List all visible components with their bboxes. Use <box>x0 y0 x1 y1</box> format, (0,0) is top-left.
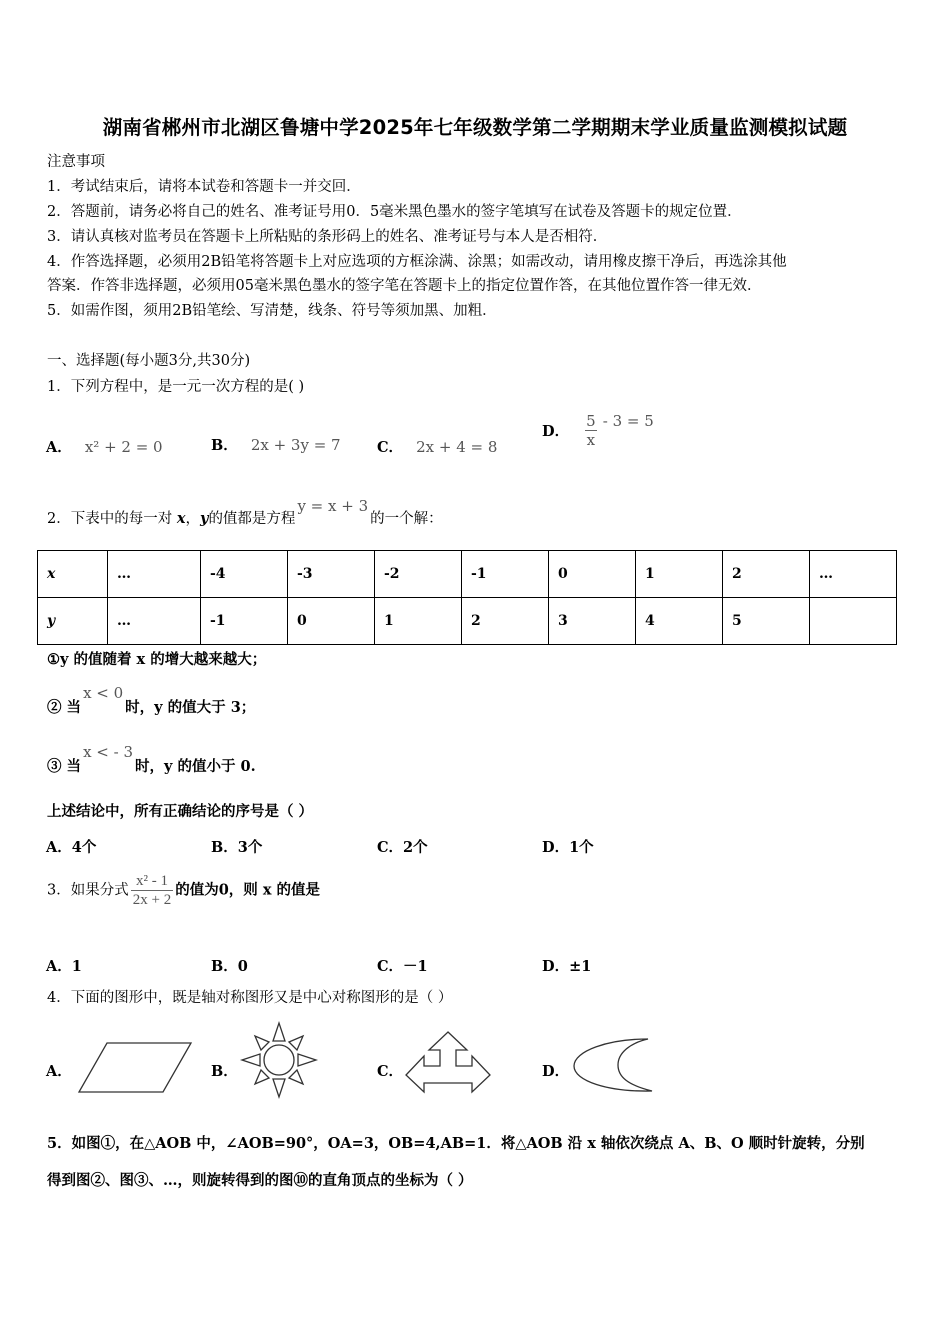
q3-option-d[interactable] <box>542 955 591 976</box>
condition-expr: x < 0 <box>83 684 124 702</box>
denominator: x <box>586 431 596 449</box>
option-label: C． <box>377 839 404 856</box>
stem-text: ， <box>185 511 200 527</box>
option-label: D． <box>542 1063 570 1080</box>
q1-option-a[interactable] <box>46 436 163 457</box>
option-label: B． <box>211 958 238 975</box>
table-cell: … <box>108 598 201 645</box>
option-label: A． <box>46 839 72 856</box>
numerator: 5 <box>586 412 596 430</box>
q4-stem: 4．下面的图形中，既是轴对称图形又是中心对称图形的是（ ） <box>47 990 453 1006</box>
table-row <box>38 598 897 645</box>
stem-text: 的值都是方程 <box>208 511 296 527</box>
page-title: 湖南省郴州市北湖区鲁塘中学2025年七年级数学第二学期期末学业质量监测模拟试题 <box>102 116 848 139</box>
section-heading: 一、选择题(每小题3分,共30分) <box>47 353 251 369</box>
math-expr: 2x + 3y = 7 <box>250 436 341 454</box>
q4-option-c[interactable] <box>377 1060 403 1081</box>
table-cell: 1 <box>636 551 723 598</box>
option-label: B． <box>211 1063 238 1080</box>
statement-marker: ① <box>47 651 60 668</box>
q4-option-d[interactable] <box>542 1060 569 1081</box>
stem-text: 3．如果分式 <box>47 882 129 899</box>
option-label: C． <box>377 1063 404 1080</box>
table-cell <box>810 598 897 645</box>
table-cell: 5 <box>723 598 810 645</box>
stem-text: 的值为0，则 x 的值是 <box>175 881 321 899</box>
q2-stem <box>47 497 443 529</box>
table-cell: 4 <box>636 598 723 645</box>
table-cell: -1 <box>201 598 288 645</box>
table-cell: … <box>810 551 897 598</box>
crescent-icon <box>568 1035 658 1095</box>
parallelogram-icon <box>75 1040 195 1095</box>
three-way-arrow-icon <box>403 1030 493 1095</box>
table-cell: -3 <box>288 551 375 598</box>
option-label: D． <box>542 839 570 856</box>
q3-option-b[interactable] <box>211 955 248 976</box>
fraction <box>584 412 598 449</box>
notice-item: 5．如需作图，须用2B铅笔绘、写清楚，线条、符号等须加黑、加粗． <box>47 303 497 319</box>
q2-option-d[interactable] <box>542 836 594 857</box>
denominator: 2x + 2 <box>132 892 172 908</box>
condition-expr: x < - 3 <box>83 743 134 761</box>
notice-heading: 注意事项 <box>47 154 105 170</box>
option-label: D． <box>542 958 570 975</box>
table-row <box>38 551 897 598</box>
statement-text: 时，y 的值大于 3； <box>125 699 256 716</box>
table-cell: 3 <box>549 598 636 645</box>
table-cell: 0 <box>288 598 375 645</box>
q1-stem: 1．下列方程中，是一元一次方程的是( ) <box>47 379 305 395</box>
statement-marker: ③ 当 <box>47 758 82 775</box>
var-y: y <box>200 510 209 527</box>
statement-marker: ② 当 <box>47 699 82 716</box>
option-text: ±1 <box>569 958 592 975</box>
statement-text: y 的值随着 x 的增大越来越大； <box>60 651 267 668</box>
var-x: x <box>176 510 186 527</box>
notice-item: 1．考试结束后，请将本试卷和答题卡一并交回． <box>47 179 361 195</box>
notice-item: 3．请认真核对监考员在答题卡上所粘贴的条形码上的姓名、准考证号与本人是否相符． <box>47 229 608 245</box>
option-text: 4个 <box>71 839 97 856</box>
notice-item: 答案．作答非选择题，必须用05毫米黑色墨水的签字笔在答题卡上的指定位置作答，在其他位置作答一律无效． <box>47 278 762 294</box>
table-cell: y <box>38 598 108 645</box>
statement-3 <box>47 743 256 777</box>
numerator: x² - 1 <box>135 873 168 889</box>
math-expr: 2x + 4 = 8 <box>416 438 498 456</box>
option-label: C． <box>377 439 404 456</box>
table-cell: 2 <box>723 551 810 598</box>
q2-option-c[interactable] <box>377 836 428 857</box>
q1-option-c[interactable] <box>377 436 497 457</box>
sun-icon <box>237 1018 321 1102</box>
math-expr: x² + 2 = 0 <box>84 438 163 456</box>
option-label: B． <box>211 839 238 856</box>
solutions-table <box>37 550 897 645</box>
option-label: B． <box>211 437 238 454</box>
table-cell: -1 <box>462 551 549 598</box>
q4-option-b[interactable] <box>211 1060 238 1081</box>
stem-text: 的一个解： <box>370 511 443 527</box>
option-text: 1 <box>71 958 82 975</box>
table-cell: … <box>108 551 201 598</box>
option-label: A． <box>46 439 72 456</box>
q3-option-c[interactable] <box>377 955 428 976</box>
option-label: D． <box>542 423 570 440</box>
statement-text: 时，y 的值小于 0. <box>135 758 256 775</box>
q1-option-d[interactable] <box>542 412 654 449</box>
q2-question: 上述结论中，所有正确结论的序号是（ ） <box>47 803 314 820</box>
statement-2 <box>47 684 256 718</box>
option-label: C． <box>377 958 404 975</box>
table-cell: 0 <box>549 551 636 598</box>
fraction <box>131 872 173 909</box>
q5-line-1: 5．如图①，在△AOB 中，∠AOB=90°，OA=3，OB=4,AB=1．将△AOB 沿 x 轴依次绕点 A、B、O 顺时针旋转，分别 <box>47 1135 865 1152</box>
table-cell: x <box>38 551 108 598</box>
table-cell: -4 <box>201 551 288 598</box>
q2-option-a[interactable] <box>46 836 96 857</box>
q2-option-b[interactable] <box>211 836 262 857</box>
q4-option-a[interactable] <box>46 1060 72 1081</box>
option-label: A． <box>46 1063 72 1080</box>
option-text: －1 <box>403 958 428 975</box>
option-text: 2个 <box>403 839 428 856</box>
q3-stem <box>47 872 320 909</box>
statement-1 <box>47 650 266 670</box>
equation: y = x + 3 <box>297 497 369 515</box>
option-text: 3个 <box>237 839 263 856</box>
q5-line-2: 得到图②、图③、…，则旋转得到的图⑩的直角顶点的坐标为（ ） <box>47 1172 473 1189</box>
notice-item: 2．答题前，请务必将自己的姓名、准考证号用0．5毫米黑色墨水的签字笔填写在试卷及答题卡的规定位置． <box>47 204 742 220</box>
q1-option-b[interactable] <box>211 434 341 455</box>
table-cell: -2 <box>375 551 462 598</box>
math-expr: - 3 = 5 <box>602 412 654 430</box>
table-cell: 2 <box>462 598 549 645</box>
option-text: 1个 <box>569 839 594 856</box>
option-label: A． <box>46 958 72 975</box>
notice-item: 4．作答选择题，必须用2B铅笔将答题卡上对应选项的方框涂满、涂黑；如需改动，请用橡皮擦干净后，再选涂其他 <box>47 254 787 270</box>
option-text: 0 <box>237 958 248 975</box>
q3-option-a[interactable] <box>46 955 82 976</box>
stem-text: 2．下表中的每一对 <box>47 511 173 527</box>
table-cell: 1 <box>375 598 462 645</box>
